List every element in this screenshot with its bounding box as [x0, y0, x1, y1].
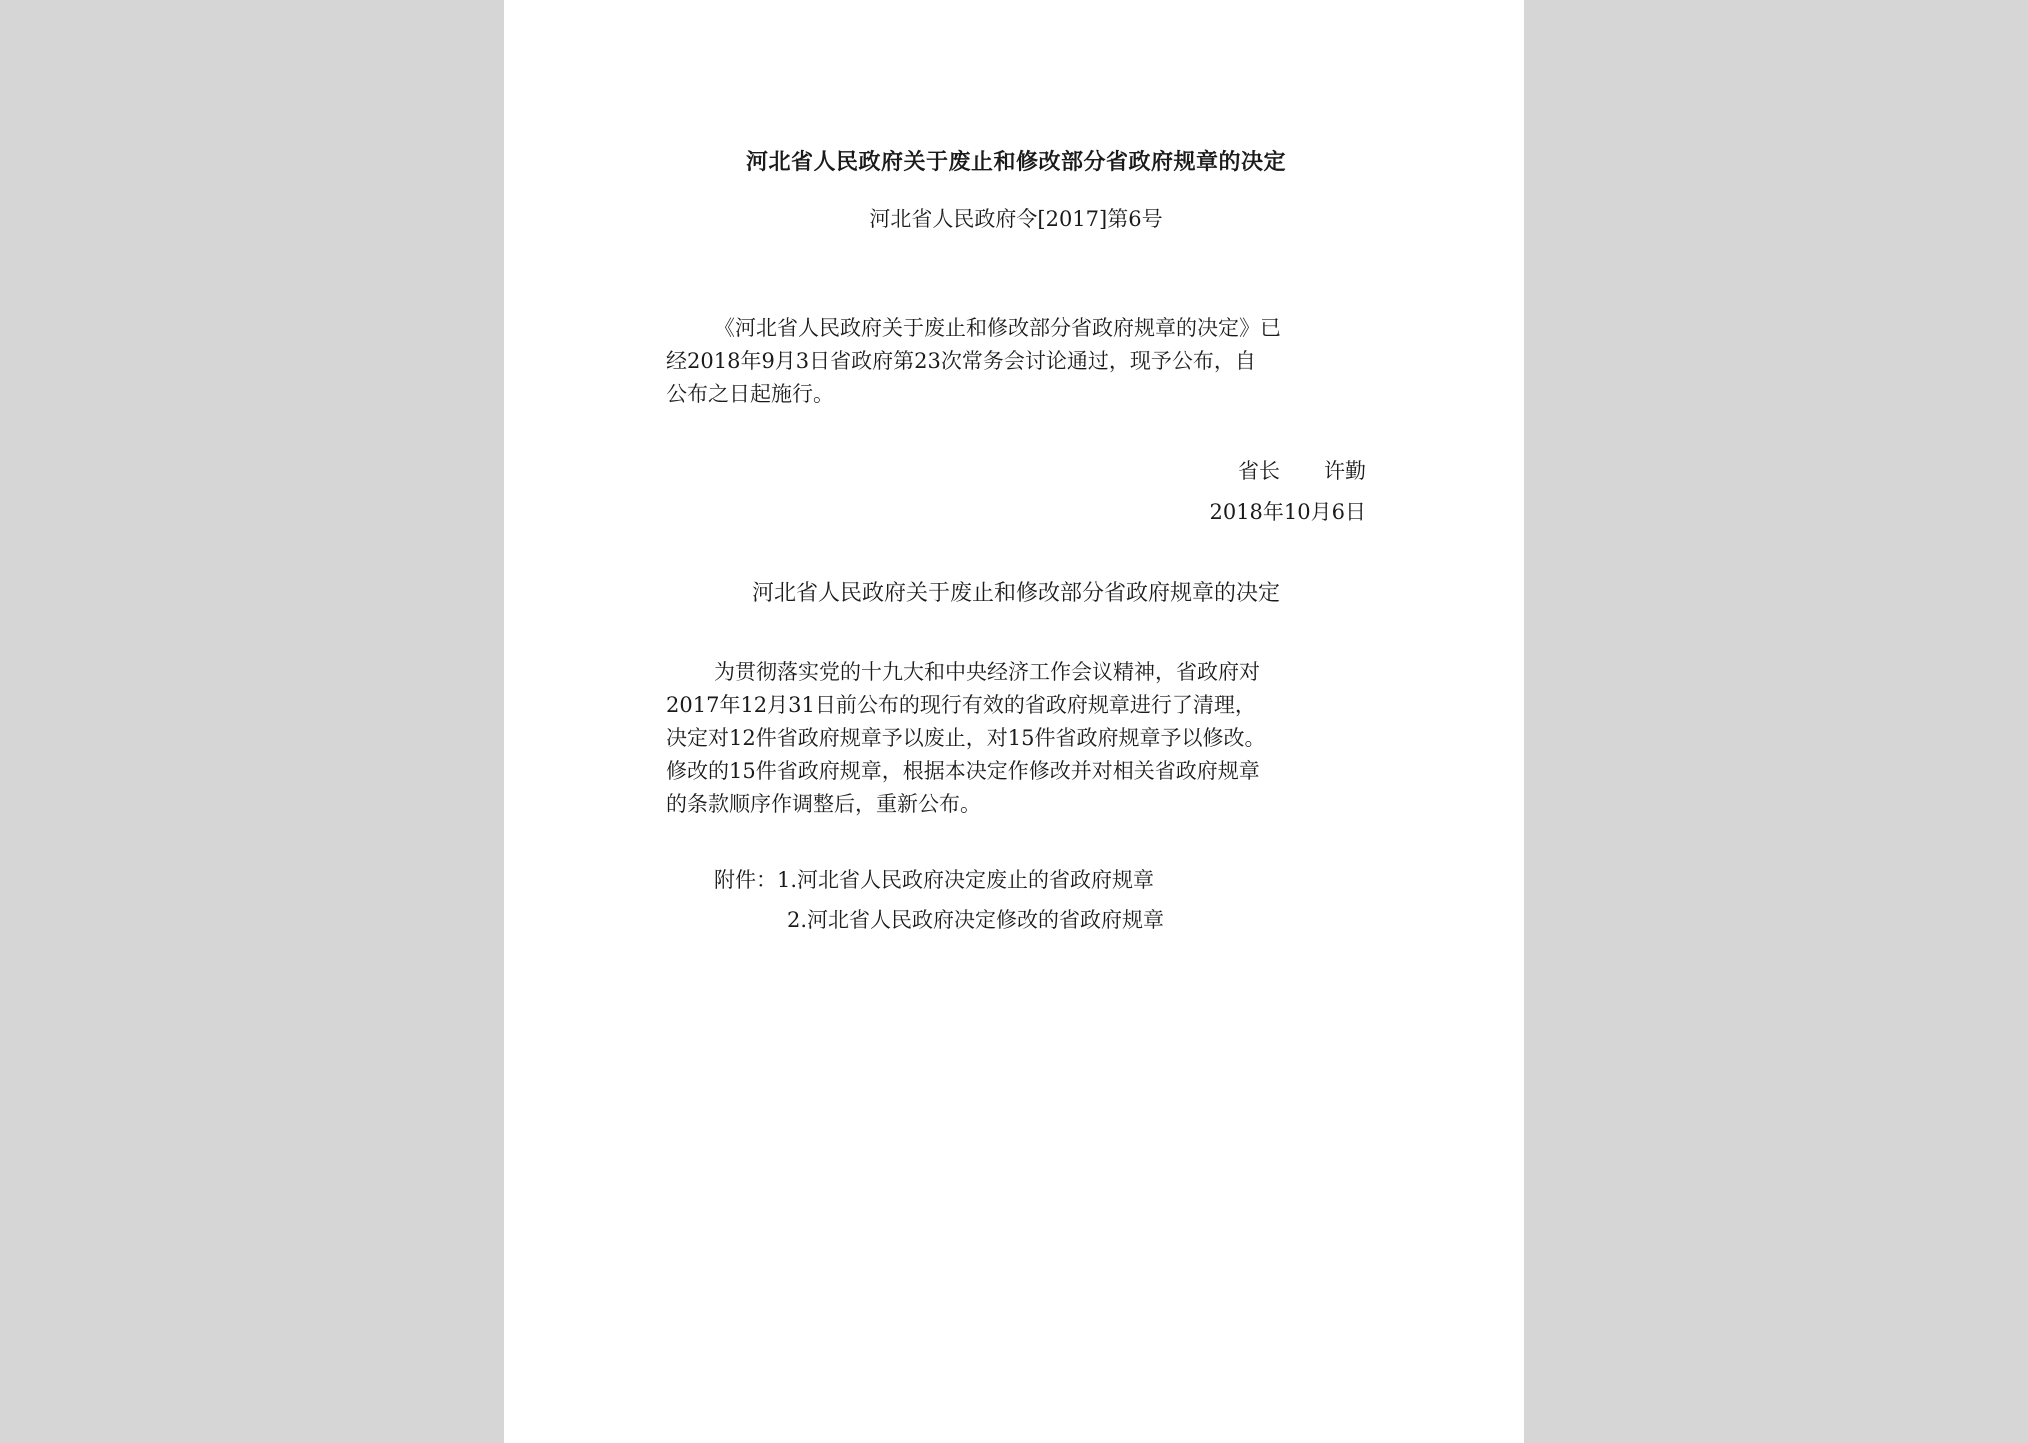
attachment-item: [714, 860, 1164, 900]
signatory: [1238, 455, 1366, 485]
intro-line: 《河北省人民政府关于废止和修改部分省政府规章的决定》已: [714, 316, 1281, 340]
attachments: [714, 860, 1164, 940]
attachment-title: 2.河北省人民政府决定修改的省政府规章: [787, 908, 1165, 932]
attachment-item: [714, 900, 1164, 940]
body-line: 的条款顺序作调整后，重新公布。: [666, 792, 981, 816]
body-line: 2017年12月31日前公布的现行有效的省政府规章进行了清理，: [666, 693, 1256, 717]
document-page: [504, 0, 1524, 1443]
signatory-title: 省长: [1238, 459, 1280, 483]
intro-paragraph: [666, 312, 1366, 411]
attachments-label: 附件：: [714, 868, 777, 892]
decision-subtitle: 河北省人民政府关于废止和修改部分省政府规章的决定: [751, 581, 1280, 606]
body-paragraph: [666, 656, 1366, 821]
signed-date: 2018年10月6日: [1209, 500, 1366, 524]
body-line: 为贯彻落实党的十九大和中央经济工作会议精神，省政府对: [714, 660, 1260, 684]
attachment-title: 1.河北省人民政府决定废止的省政府规章: [777, 868, 1155, 892]
intro-line: 公布之日起施行。: [666, 382, 834, 406]
signatory-name: 许勤: [1324, 459, 1366, 483]
document-title: 河北省人民政府关于废止和修改部分省政府规章的决定: [745, 149, 1286, 175]
body-line: 决定对12件省政府规章予以废止，对15件省政府规章予以修改。: [666, 726, 1266, 750]
intro-line: 经2018年9月3日省政府第23次常务会讨论通过，现予公布，自: [666, 349, 1256, 373]
body-line: 修改的15件省政府规章，根据本决定作修改并对相关省政府规章: [666, 759, 1260, 783]
order-number: 河北省人民政府令[2017]第6号: [869, 207, 1163, 231]
